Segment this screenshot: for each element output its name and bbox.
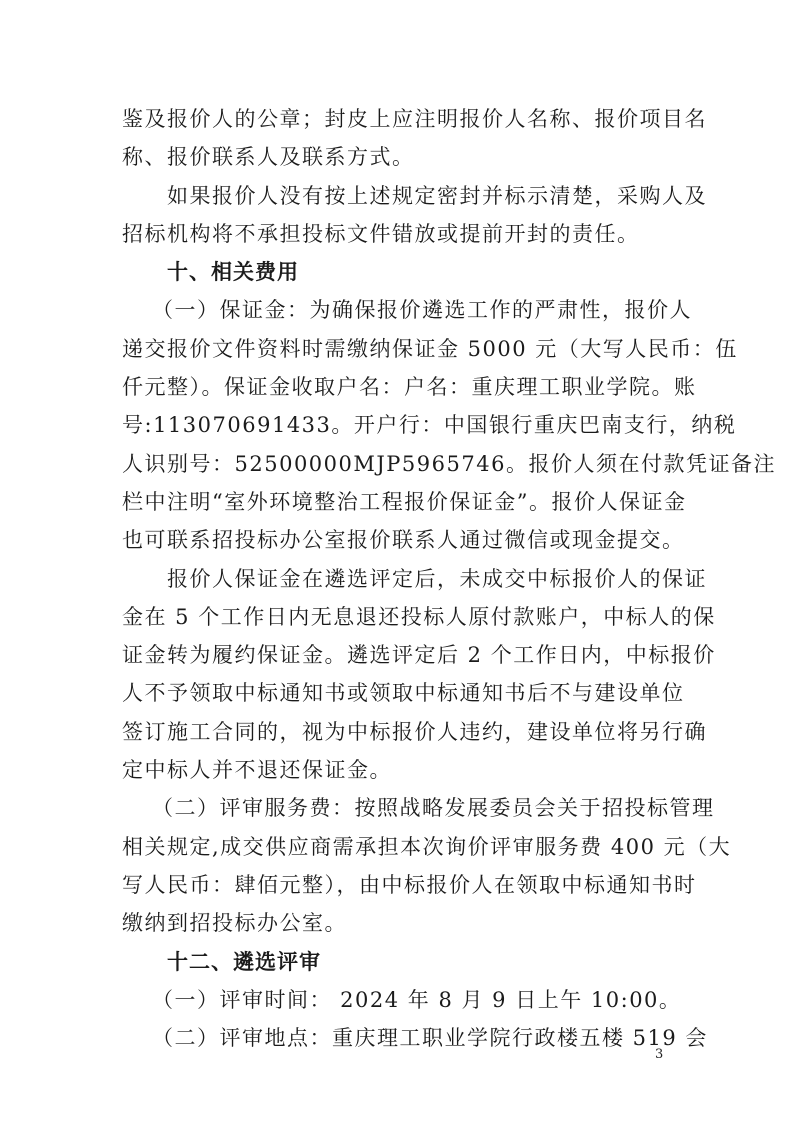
paragraph-line: 签订施工合同的，视为中标报价人违约，建设单位将另行确	[122, 719, 707, 744]
paragraph-line: 缴纳到招投标办公室。	[122, 911, 347, 936]
paragraph-line: 人不予领取中标通知书或领取中标通知书后不与建设单位	[122, 681, 685, 706]
paragraph-line: 栏中注明“室外环境整治工程报价保证金”。报价人保证金	[122, 489, 687, 514]
page-number: 3	[655, 1047, 664, 1062]
paragraph-line: 证金转为履约保证金。遴选评定后 2 个工作日内，中标报价	[122, 643, 716, 668]
paragraph-line: （二）评审服务费：按照战略发展委员会关于招投标管理	[152, 796, 715, 821]
paragraph-line: 鉴及报价人的公章；封皮上应注明报价人名称、报价项目名	[122, 107, 707, 131]
paragraph-line: （二）评审地点：重庆理工职业学院行政楼五楼 519 会	[152, 1026, 708, 1051]
paragraph-line: 招标机构将不承担投标文件错放或提前开封的责任。	[122, 221, 640, 246]
section-heading-fees: 十、相关费用	[167, 260, 299, 285]
paragraph-line: 写人民币：肆佰元整），由中标报价人在领取中标通知书时	[122, 872, 697, 897]
paragraph-line: 递交报价文件资料时需缴纳保证金 5000 元（大写人民币：伍	[122, 336, 738, 361]
document-body	[122, 100, 776, 1057]
paragraph-line: 仟元整）。保证金收取户名：户名：重庆理工职业学院。账	[122, 375, 697, 400]
paragraph-line: 如果报价人没有按上述规定密封并标示清楚，采购人及	[167, 183, 707, 208]
paragraph-line: （一）评审时间： 2024 年 8 月 9 日上午 10:00。	[152, 987, 682, 1012]
paragraph-line: 相关规定,成交供应商需承担本次询价评审服务费 400 元（大	[122, 834, 732, 859]
paragraph-line: 金在 5 个工作日内无息退还投标人原付款账户，中标人的保	[122, 604, 716, 629]
section-heading-review: 十二、遴选评审	[167, 949, 321, 974]
paragraph-line: 报价人保证金在遴选评定后，未成交中标报价人的保证	[167, 566, 707, 591]
paragraph-line: 称、报价联系人及联系方式。	[122, 145, 415, 170]
paragraph-line: 定中标人并不退还保证金。	[122, 758, 392, 783]
paragraph-line: 人识别号：52500000MJP5965746。报价人须在付款凭证备注	[122, 451, 776, 476]
paragraph-line: （一）保证金：为确保报价遴选工作的严肃性，报价人	[152, 298, 692, 323]
paragraph-line: 号:113070691433。开户行：中国银行重庆巴南支行，纳税	[122, 413, 737, 438]
paragraph-line: 也可联系招投标办公室报价联系人通过微信或现金提交。	[122, 528, 685, 553]
